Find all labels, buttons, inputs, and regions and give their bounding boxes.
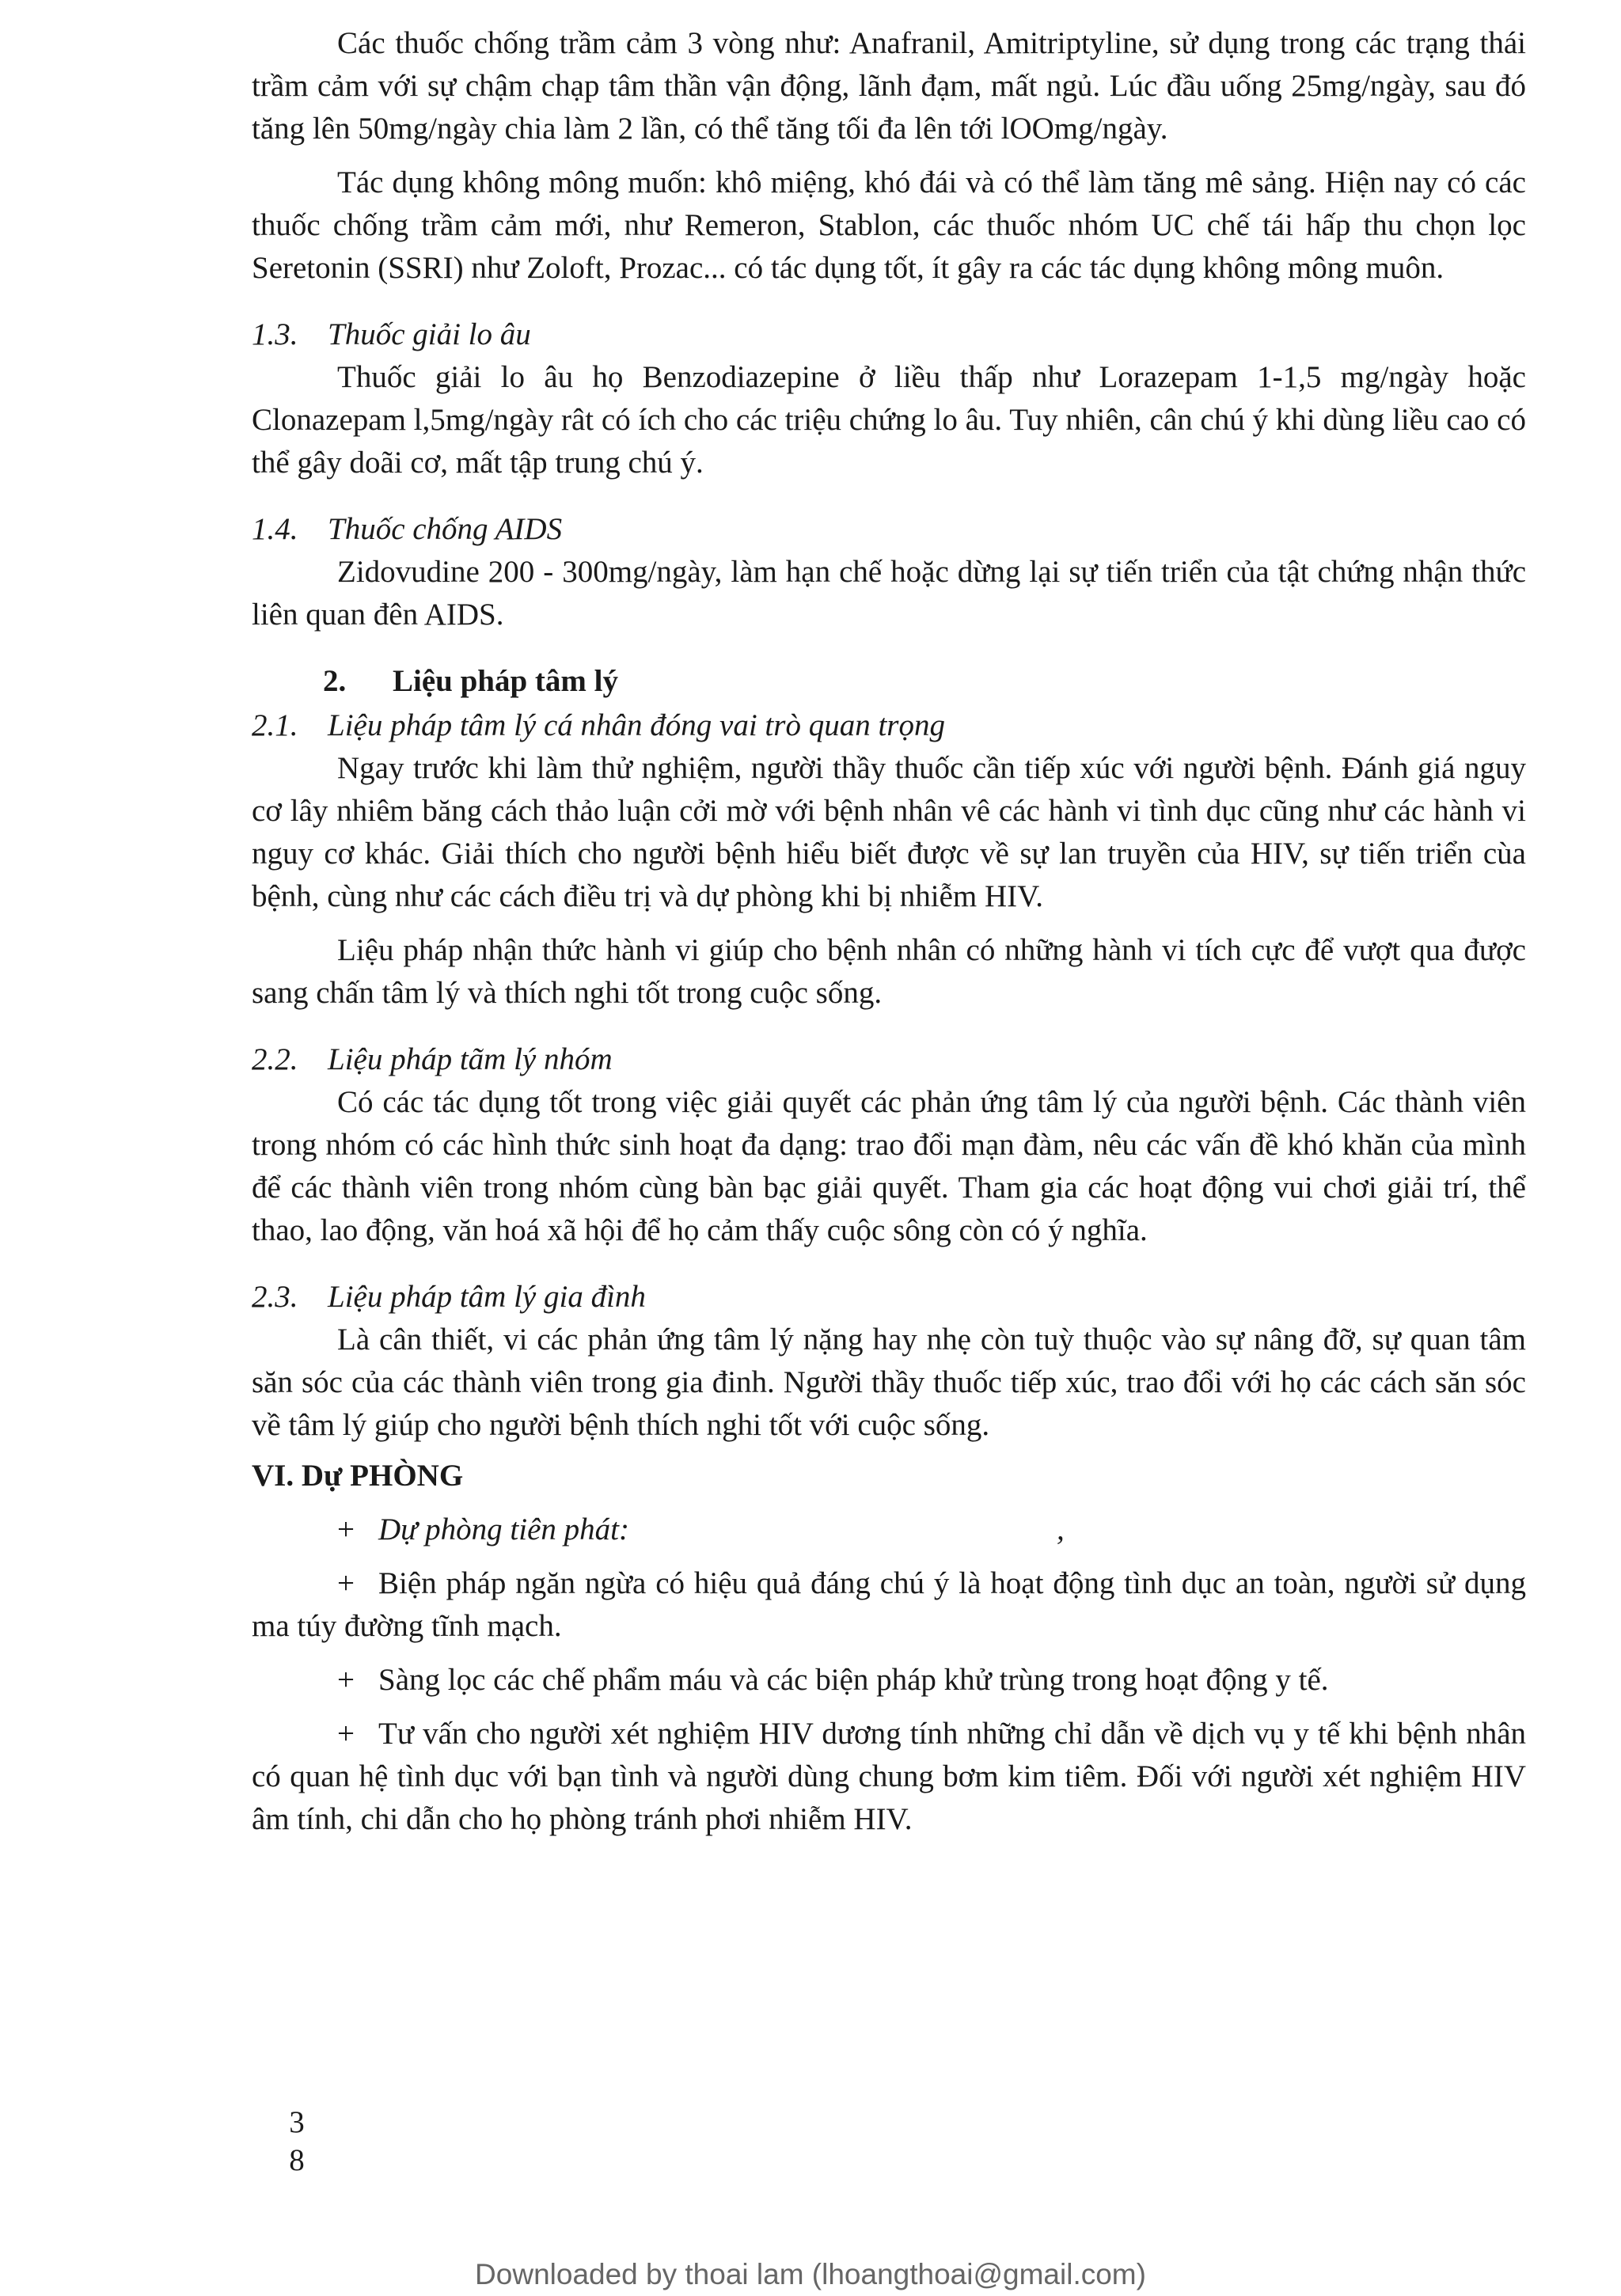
heading-title: Thuốc chống AIDS: [328, 512, 563, 546]
heading-number: 2.1.: [252, 708, 298, 742]
heading-title: Thuốc giải lo âu: [328, 317, 531, 351]
heading-2-3: [252, 1276, 1526, 1319]
paragraph-group-therapy: Có các tác dụng tốt trong việc giải quyết các phản ứng tâm lý của người bệnh. Các thành viên trong nhóm có các hình thức sinh hoạt đa dạng: trao đổi mạn đàm, nêu các vấn đề khó khăn của mình để các thành viên trong nhóm cùng bàn bạc giải quyết. Tham gia các hoạt động vui chơi giải trí, thể thao, lao động, văn hoá xã hội để họ cảm thấy cuộc sông còn có ý nghĩa.: [252, 1085, 1526, 1247]
bullet-trailing-mark: ,: [1057, 1512, 1065, 1546]
paragraph-aids-drugs: Zidovudine 200 - 300mg/ngày, làm hạn chế hoặc dừng lại sự tiến triển của tật chứng nhận thức liên quan đên AIDS.: [252, 555, 1526, 632]
paragraph-side-effects: Tác dụng không mông muốn: khô miệng, khó đái và có thể làm tăng mê sảng. Hiện nay có các thuốc chống trầm cảm mới, như Remeron, Stablon, các thuốc nhóm UC chế tái hấp thu chọn lọc Seretonin (SSRI) như Zoloft, Prozac... có tác dụng tốt, ít gây ra các tác dụng không mông muôn.: [252, 165, 1526, 285]
heading-number: 1.4.: [252, 512, 298, 546]
paragraph-tricyclic-antidepressants: Các thuốc chống trầm cảm 3 vòng như: Anafranil, Amitriptyline, sử dụng trong các trạng thái trầm cảm với sự chậm chạp tâm thần vận động, lãnh đạm, mất ngủ. Lúc đầu uống 25mg/ngày, sau đó tăng lên 50mg/ngày chia làm 2 lần, có thể tăng tối đa lên tới lOOmg/ngày.: [252, 26, 1526, 146]
plus-icon: +: [337, 1663, 355, 1697]
bullet-item-primary-prevention: [252, 1509, 1526, 1551]
heading-section-vi: VI. Dự PHÒNG: [252, 1459, 464, 1493]
bullet-item-counseling: [252, 1713, 1526, 1841]
heading-number: 2.3.: [252, 1280, 298, 1314]
plus-icon: +: [337, 1512, 355, 1546]
heading-title: Liệu pháp tãm lý nhóm: [328, 1042, 613, 1076]
download-footer: Downloaded by thoai lam (lhoangthoai@gmail.com): [475, 2258, 1146, 2290]
page-number-digit: 3: [289, 2105, 305, 2139]
heading-number: 2.: [323, 664, 347, 698]
bullet-item-blood-screening: [252, 1659, 1526, 1702]
plus-icon: +: [337, 1717, 355, 1751]
bullet-text: Biện pháp ngăn ngừa có hiệu quả đáng chú ý là hoạt động tình dục an toàn, người sử dụng ma túy đường tĩnh mạch.: [252, 1566, 1526, 1643]
heading-section-2: [252, 660, 1526, 703]
bullet-text: Dự phòng tiên phát:: [378, 1512, 629, 1546]
paragraph-family-therapy: Là cân thiết, vi các phản ứng tâm lý nặng hay nhẹ còn tuỳ thuộc vào sự nâng đỡ, sự quan tâm săn sóc của các thành viên trong gia đinh. Người thầy thuốc tiếp xúc, trao đổi với họ các cách săn sóc về tâm lý giúp cho người bệnh thích nghi tốt với cuộc sống.: [252, 1323, 1526, 1442]
heading-1-4: [252, 508, 1526, 551]
bullet-text: Tư vấn cho người xét nghiệm HIV dương tính những chỉ dẫn về dịch vụ y tế khi bệnh nhân có quan hệ tình dục với bạn tình và người dùng chung bơm kim tiêm. Đối với người xét nghiệm HIV âm tính, chi dẫn cho họ phòng tránh phơi nhiễm HIV.: [252, 1717, 1526, 1836]
heading-title: Liệu pháp tâm lý gia đình: [328, 1280, 646, 1314]
heading-1-3: [252, 313, 1526, 356]
paragraph-anxiolytics: Thuốc giải lo âu họ Benzodiazepine ở liều thấp như Lorazepam 1-1,5 mg/ngày hoặc Clonazepam l,5mg/ngày rât có ích cho các triệu chứng lo âu. Tuy nhiên, cân chú ý khi dùng liều cao có thể gây doãi cơ, mất tập trung chú ý.: [252, 360, 1526, 480]
heading-2-1: [252, 704, 1526, 747]
bullet-text: Sàng lọc các chế phẩm máu và các biện pháp khử trùng trong hoạt động y tế.: [378, 1663, 1329, 1697]
heading-2-2: [252, 1038, 1526, 1081]
heading-number: 2.2.: [252, 1042, 298, 1076]
heading-number: 1.3.: [252, 317, 298, 351]
paragraph-individual-therapy: Ngay trước khi làm thử nghiệm, người thầy thuốc cần tiếp xúc với người bệnh. Đánh giá nguy cơ lây nhiêm băng cách thảo luận cởi mờ với bệnh nhân vê các hành vi tình dục cũng như các hành vi nguy cơ khác. Giải thích cho người bệnh hiểu biết được về sự lan truyền của HIV, sự tiến triển cùa bệnh, cùng như các cách điều trị và dự phòng khi bị nhiễm HIV.: [252, 751, 1526, 913]
heading-title: Liệu pháp tâm lý: [393, 664, 618, 698]
document-body: [252, 22, 1526, 1841]
page-number-digit: 8: [289, 2143, 305, 2177]
paragraph-cbt: Liệu pháp nhận thức hành vi giúp cho bệnh nhân có những hành vi tích cực để vượt qua được sang chấn tâm lý và thích nghi tốt trong cuộc sống.: [252, 933, 1526, 1010]
plus-icon: +: [337, 1566, 355, 1600]
page-number: [285, 2104, 309, 2180]
heading-title: Liệu pháp tâm lý cá nhân đóng vai trò quan trọng: [328, 708, 945, 742]
bullet-item-safe-sex: [252, 1562, 1526, 1648]
